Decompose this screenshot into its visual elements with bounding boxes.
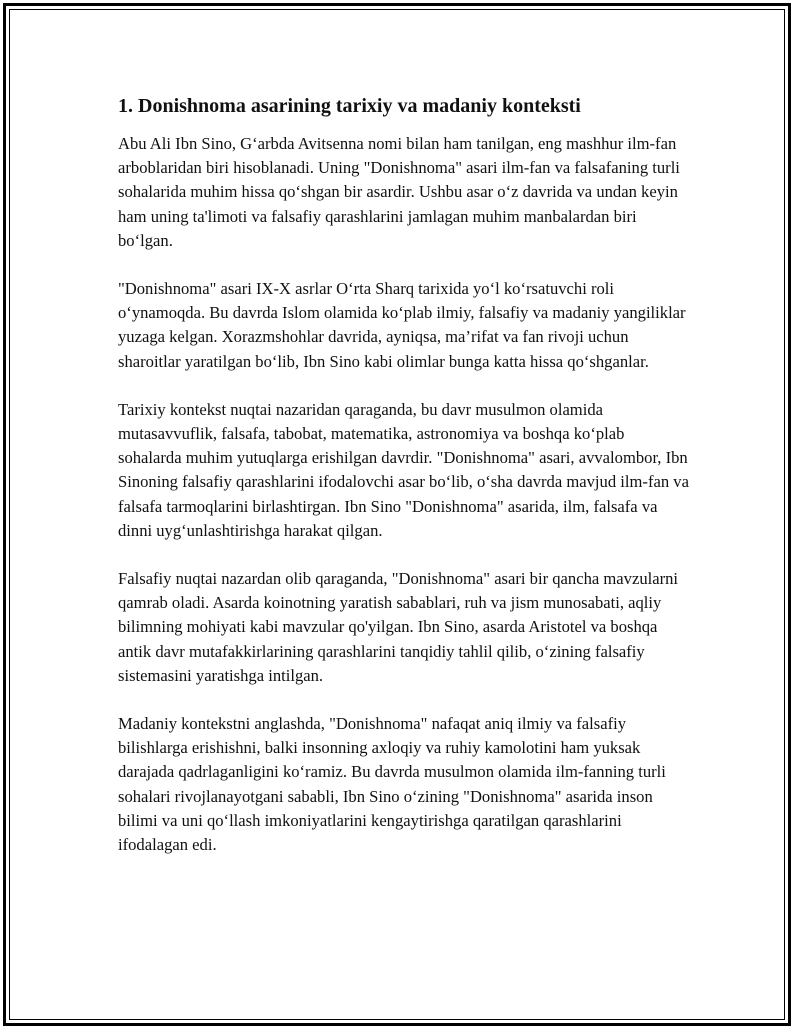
paragraph-historical-role: "Donishnoma" asari IX-X asrlar O‘rta Sharq tarixida yo‘l ko‘rsatuvchi roli o‘ynamoqda. Bu davrda Islom olamida ko‘plab ilmiy, falsafiy va madaniy yangiliklar yuzaga kelgan. Xorazmshohlar davrida, ayniqsa, ma’rifat va fan rivoji uchun sharoitlar yaratilgan bo‘lib, Ibn Sino kabi olimlar bunga katta hissa qo‘shganlar. (118, 279, 686, 371)
section-heading: 1. Donishnoma asarining tarixiy va madaniy konteksti (118, 95, 581, 117)
document-body (118, 92, 692, 881)
paragraph-historical-context: Tarixiy kontekst nuqtai nazaridan qaraganda, bu davr musulmon olamida mutasavvuflik, falsafa, tabobat, matematika, astronomiya va boshqa ko‘plab sohalarda muhim yutuqlarga erishilgan davrdir. "Donishnoma" asari, avvalombor, Ibn Sinoning falsafiy qarashlarini ifodalovchi asar bo‘lib, o‘sha davrda mavjud ilm-fan va falsafa tarmoqlarini birlashtirgan. Ibn Sino "Donishnoma" asarida, ilm, falsafa va dinni uyg‘unlashtirishga harakat qilgan. (118, 399, 689, 540)
paragraph-philosophical-view: Falsafiy nuqtai nazardan olib qaraganda, "Donishnoma" asari bir qancha mavzularni qamrab oladi. Asarda koinotning yaratish sabablari, ruh va jism munosabati, aqliy bilimning mohiyati kabi mavzular qo'yilgan. Ibn Sino, asarda Aristotel va boshqa antik davr mutafakkirlarining qarashlarini tanqidiy tahlil qilib, o‘zining falsafiy sistemasini yaratishga intilgan. (118, 569, 679, 685)
paragraph-author-intro: Abu Ali Ibn Sino, G‘arbda Avitsenna nomi bilan ham tanilgan, eng mashhur ilm-fan arboblaridan biri hisoblanadi. Uning "Donishnoma" asari ilm-fan va falsafaning turli sohalarida muhim hissa qo‘shgan bir asardir. Ushbu asar o‘z davrida va undan keyin ham uning ta'limoti va falsafiy qarashlarini jamlagan muhim manbalardan biri bo‘lgan. (118, 134, 680, 250)
paragraph-cultural-context: Madaniy kontekstni anglashda, "Donishnoma" nafaqat aniq ilmiy va falsafiy bilishlarga erishishni, balki insonning axloqiy va ruhiy kamolotini ham yuksak darajada qadrlaganligini ko‘ramiz. Bu davrda musulmon olamida ilm-fanning turli sohalari rivojlanayotgani sababli, Ibn Sino o‘zining "Donishnoma" asarida inson bilimi va uni qo‘llash imkoniyatlarini kengaytirishga qaratilgan qarashlarini ifodalagan edi. (118, 714, 666, 855)
